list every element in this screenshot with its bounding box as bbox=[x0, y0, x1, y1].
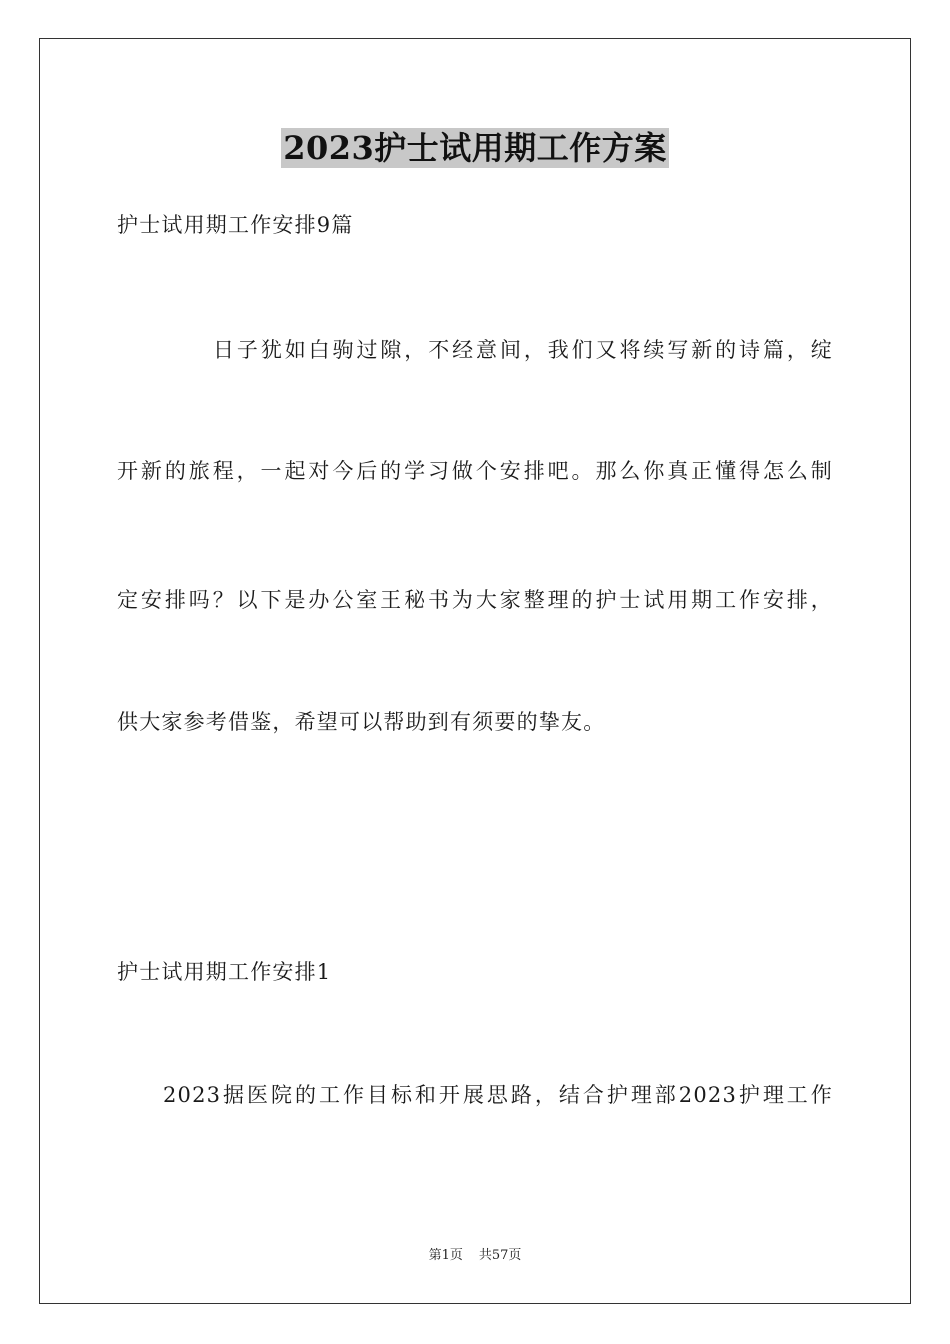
section-first-line: 2023据医院的工作目标和开展思路，结合护理部2023护理工作 bbox=[163, 1083, 833, 1107]
document-title: 2023护士试用期工作方案 bbox=[283, 129, 667, 167]
title-container bbox=[0, 128, 950, 168]
intro-line-3: 定安排吗？以下是办公室王秘书为大家整理的护士试用期工作安排， bbox=[117, 588, 833, 612]
document-subtitle: 护士试用期工作安排9篇 bbox=[117, 213, 354, 237]
page-footer bbox=[0, 1247, 950, 1265]
intro-line-2: 开新的旅程，一起对今后的学习做个安排吧。那么你真正懂得怎么制 bbox=[117, 459, 833, 483]
page-number-current: 第1页 bbox=[428, 1248, 463, 1263]
page-number-total: 共57页 bbox=[478, 1248, 522, 1263]
section-heading: 护士试用期工作安排1 bbox=[117, 960, 332, 984]
intro-line-4: 供大家参考借鉴，希望可以帮助到有须要的挚友。 bbox=[117, 710, 606, 734]
intro-line-1: 日子犹如白驹过隙，不经意间，我们又将续写新的诗篇，绽 bbox=[213, 338, 833, 362]
